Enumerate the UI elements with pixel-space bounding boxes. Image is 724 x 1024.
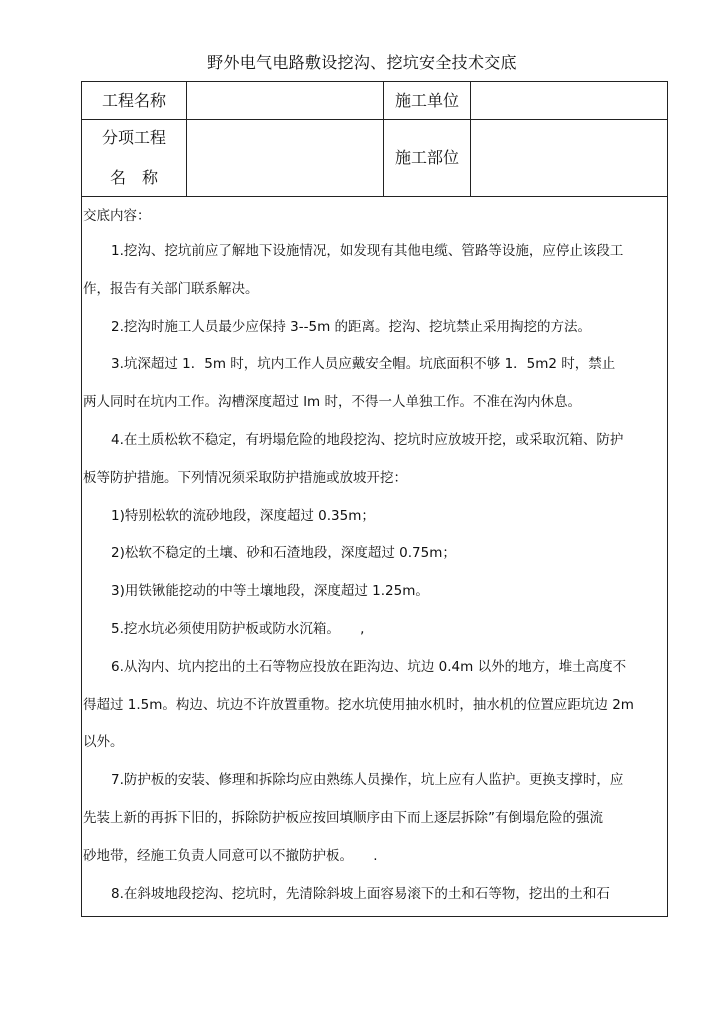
sub-item-label-line2: 名 称 bbox=[109, 168, 158, 187]
content-line: 7.防护板的安装、修理和拆除均应由熟练人员操作，坑上应有人监护。更换支撑时，应 bbox=[111, 772, 624, 789]
content-line: 以外。 bbox=[83, 734, 124, 751]
content-line: 3)用铁锹能挖动的中等土壤地段，深度超过 1.25m。 bbox=[111, 583, 429, 600]
content-line: 2.挖沟时施工人员最少应保持 3--5m 的距离。挖沟、挖坑禁止采用掏挖的方法。 bbox=[111, 318, 592, 335]
disclosure-form bbox=[81, 81, 668, 917]
disclosure-content bbox=[83, 200, 663, 913]
document-title: 野外电气电路敷设挖沟、挖坑安全技术交底 bbox=[207, 53, 517, 72]
row-divider-2 bbox=[82, 196, 667, 197]
content-intro-label: 交底内容： bbox=[83, 208, 151, 224]
content-line: 两人同时在坑内工作。沟槽深度超过 lm 时，不得一人单独工作。不准在沟内休息。 bbox=[83, 394, 581, 411]
content-line: 4.在土质松软不稳定，有坍塌危险的地段挖沟、挖坑时应放坡开挖，或采取沉箱、防护 bbox=[111, 431, 624, 448]
project-name-label: 工程名称 bbox=[101, 91, 166, 110]
construction-part-value bbox=[471, 120, 667, 196]
content-line: 板等防护措施。下列情况须采取防护措施或放坡开挖： bbox=[83, 469, 407, 486]
construction-unit-label: 施工单位 bbox=[394, 91, 459, 110]
content-line: 8.在斜坡地段挖沟、挖坑时，先清除斜坡上面容易滚下的土和石等物，挖出的土和石 bbox=[111, 885, 610, 902]
content-line: 1)特别松软的流砂地段，深度超过 0.35m； bbox=[111, 507, 375, 524]
content-line: 砂地带，经施工负责人同意可以不撤防护板。 . bbox=[83, 847, 378, 864]
content-line: 5.挖水坑必须使用防护板或防水沉箱。 , bbox=[111, 620, 365, 637]
content-line: 2)松软不稳定的土壤、砂和石渣地段，深度超过 0.75m； bbox=[111, 545, 456, 562]
content-line: 先装上新的再拆下旧的，拆除防护板应按回填顺序由下而上逐层拆除”有倒塌危险的强流 bbox=[83, 809, 603, 826]
content-line: 1.挖沟、挖坑前应了解地下设施情况，如发现有其他电缆、管路等设施，应停止该段工 bbox=[111, 243, 624, 259]
content-line: 作，报告有关部门联系解决。 bbox=[83, 280, 259, 297]
construction-unit-value bbox=[471, 82, 667, 119]
content-line: 得超过 1.5m。构边、坑边不许放置重物。挖水坑使用抽水机时，抽水机的位置应距坑边 2m bbox=[83, 696, 634, 713]
sub-item-value bbox=[187, 120, 383, 196]
project-name-value bbox=[187, 82, 383, 119]
construction-part-label: 施工部位 bbox=[394, 148, 459, 167]
sub-item-label-line1: 分项工程 bbox=[101, 128, 166, 147]
content-line: 3.坑深超过 1．5m 时，坑内工作人员应戴安全帽。坑底面积不够 1．5m2 时，禁止 bbox=[111, 356, 616, 373]
content-line: 6.从沟内、坑内挖出的土石等物应投放在距沟边、坑边 0.4m 以外的地方，堆土高度不 bbox=[111, 658, 627, 675]
